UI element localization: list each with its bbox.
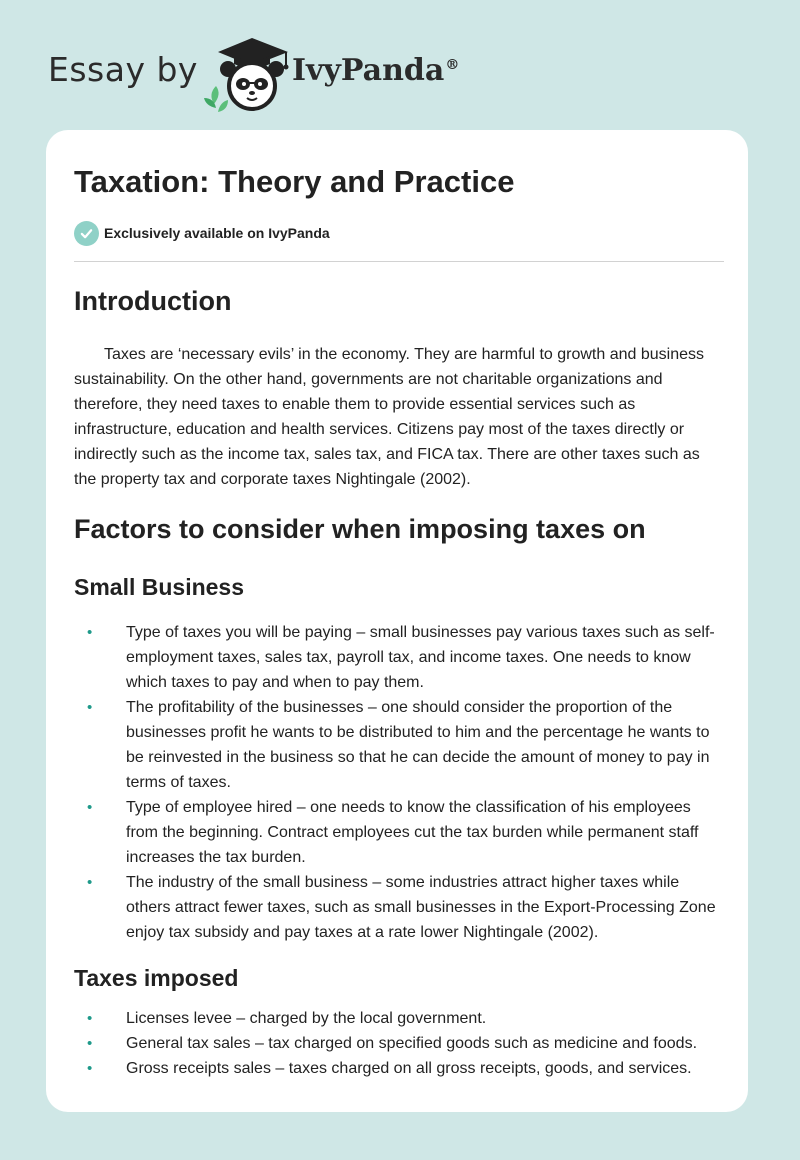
bullet-icon: • <box>87 699 93 716</box>
site-header <box>0 0 800 130</box>
list-item: • Licenses levee – charged by the local government. <box>74 1006 724 1031</box>
exclusive-label: Exclusively available on IvyPanda <box>104 225 330 241</box>
bullet-icon: • <box>87 1035 93 1052</box>
list-item: • Type of employee hired – one needs to know the classification of his employees from the beginning. Contract employees cut the tax burden while permanent staff increases the tax burden. <box>74 795 724 870</box>
bullet-icon: • <box>87 1010 93 1027</box>
exclusive-badge <box>74 220 330 246</box>
small-business-list <box>74 620 724 945</box>
list-item: • The profitability of the businesses – one should consider the proportion of the businesses profit he wants to be distributed to him and the percentage he wants to be reinvested in the business so that he can decide the amount of money to pay in terms of taxes. <box>74 695 724 795</box>
bullet-icon: • <box>87 799 93 816</box>
taxes-imposed-list <box>74 1006 724 1081</box>
bullet-icon: • <box>87 874 93 891</box>
introduction-paragraph: Taxes are ‘necessary evils’ in the economy. They are harmful to growth and business sustainability. On the other hand, governments are not charitable organizations and therefore, they need taxes to enable them to provide essential services such as infrastructure, education and health services. Citizens pay most of the taxes directly or indirectly such as the income tax, sales tax, and FICA tax. There are other taxes such as the property tax and corporate taxes Nightingale (2002). <box>74 346 704 488</box>
section-heading-introduction: Introduction <box>74 286 232 316</box>
section-heading-factors: Factors to consider when imposing taxes on <box>74 514 646 544</box>
page-title: Taxation: Theory and Practice <box>74 164 515 199</box>
essay-by-label: Essay by <box>48 50 198 89</box>
list-item: • Gross receipts sales – taxes charged on all gross receipts, goods, and services. <box>74 1056 724 1081</box>
divider <box>74 261 724 262</box>
list-item: • The industry of the small business – some industries attract higher taxes while others attract fewer taxes, such as small businesses in the Export-Processing Zone enjoy tax subsidy and pay taxes at a rate lower Nightingale (2002). <box>74 870 724 945</box>
list-item: • General tax sales – tax charged on specified goods such as medicine and foods. <box>74 1031 724 1056</box>
bullet-icon: • <box>87 1060 93 1077</box>
brand-name[interactable]: IvyPanda® <box>292 53 460 88</box>
essay-card <box>46 130 748 1112</box>
list-item: • Type of taxes you will be paying – small businesses pay various taxes such as self-employment taxes, sales tax, payroll tax, and income taxes. One needs to know which taxes to pay and when to pay them. <box>74 620 724 695</box>
subheading-small-business: Small Business <box>74 574 245 600</box>
registered-mark: ® <box>445 57 460 73</box>
bullet-icon: • <box>87 624 93 641</box>
panda-logo-icon[interactable] <box>200 34 295 114</box>
check-icon <box>74 221 99 246</box>
subheading-taxes-imposed: Taxes imposed <box>74 965 239 991</box>
